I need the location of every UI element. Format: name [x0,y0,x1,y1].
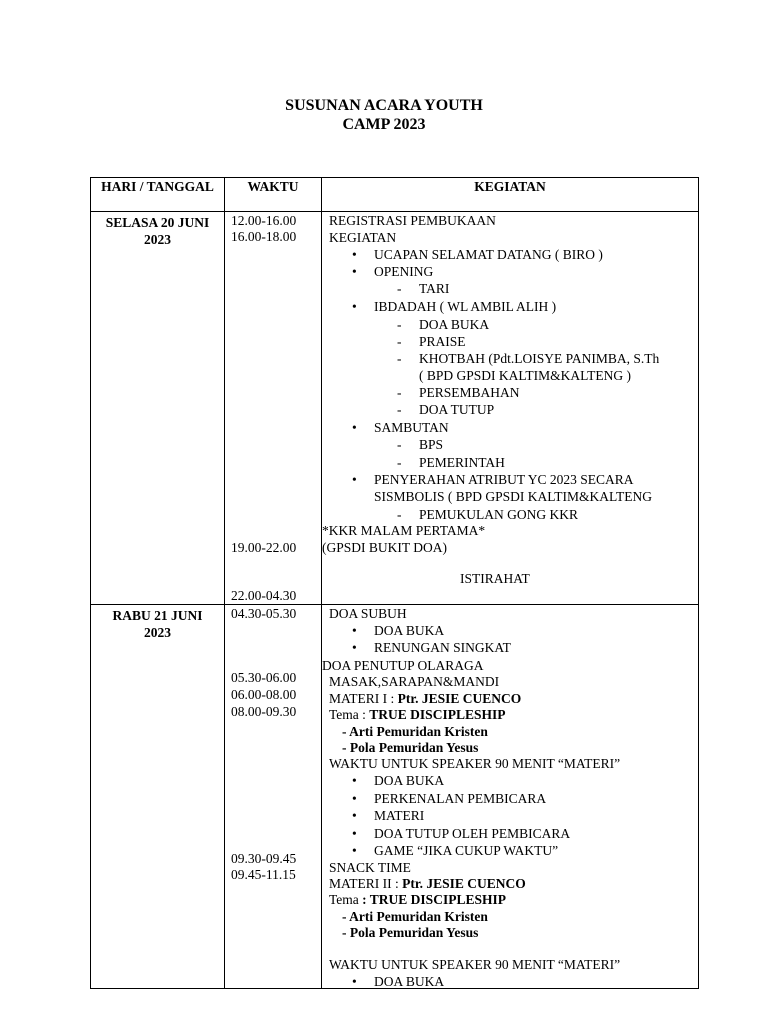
time-slot: 08.00-09.30 [231,704,297,719]
bullet-item: • DOA BUKA [374,772,444,789]
activity-line: SNACK TIME [329,860,411,875]
activity-line [329,891,506,908]
dash-item: - PERSEMBAHAN [419,384,520,401]
activity-line: DOA SUBUH [329,606,407,621]
activity-line: ISTIRAHAT [460,571,530,586]
bullet-item: • RENUNGAN SINGKAT [374,639,511,656]
activity-cell [322,605,699,989]
day-date-line2: 2023 [144,625,171,640]
bullet-item: • GAME “JIKA CUKUP WAKTU” [374,842,558,859]
bullet-item: • UCAPAN SELAMAT DATANG ( BIRO ) [374,246,603,263]
day-date-line1: RABU 21 JUNI [112,608,203,623]
activity-line: DOA PENUTUP OLARAGA [322,658,484,673]
time-slot: 22.00-04.30 [231,588,297,603]
time-slot: 12.00-16.00 [231,213,297,228]
table-row [91,212,699,605]
activity-line: KEGIATAN [329,230,397,245]
activity-line: WAKTU UNTUK SPEAKER 90 MENIT “MATERI” [329,756,621,771]
time-slot: 04.30-05.30 [231,606,297,621]
table-row [91,605,699,989]
tema-label: Tema : [329,707,370,722]
day-cell [91,605,225,989]
tema-value: : TRUE DISCIPLESHIP [362,892,506,907]
bullet-item: • DOA BUKA [374,973,444,990]
speaker-name: Ptr. JESIE CUENCO [402,876,526,891]
dash-item: - PEMUKULAN GONG KKR [419,506,578,523]
header-row [91,178,699,212]
bullet-item: • DOA BUKA [374,622,444,639]
dash-item: - KHOTBAH (Pdt.LOISYE PANIMBA, S.Th [419,350,659,367]
activity-line: REGISTRASI PEMBUKAAN [329,213,496,228]
activity-line [329,690,521,707]
bullet-item: • DOA TUTUP OLEH PEMBICARA [374,825,570,842]
day-date-line1: SELASA 20 JUNI [105,215,210,230]
activity-line [329,706,505,723]
time-slot: 05.30-06.00 [231,670,297,685]
day-cell [91,212,225,605]
activity-line: *KKR MALAM PERTAMA* [322,523,486,538]
activity-line: (GPSDI BUKIT DOA) [322,540,448,555]
materi-label: MATERI II : [329,876,403,891]
time-cell [225,212,322,605]
dash-item: - DOA BUKA [419,316,489,333]
activity-line: SISMBOLIS ( BPD GPSDI KALTIM&KALTENG [374,489,653,504]
bullet-item: • PENYERAHAN ATRIBUT YC 2023 SECARA [374,471,634,488]
activity-line: WAKTU UNTUK SPEAKER 90 MENIT “MATERI” [329,957,621,972]
bullet-item: • OPENING [374,263,433,280]
activity-line: - Arti Pemuridan Kristen [342,724,488,739]
speaker-name: Ptr. JESIE CUENCO [397,691,522,706]
activity-line: MASAK,SARAPAN&MANDI [329,674,500,689]
title-line-2: CAMP 2023 [342,116,426,133]
time-slot: 09.45-11.15 [231,867,296,882]
activity-line: - Pola Pemuridan Yesus [342,925,479,940]
bullet-item: • IBDADAH ( WL AMBIL ALIH ) [374,298,556,315]
materi-label: MATERI I : [329,691,398,706]
dash-item: - TARI [419,280,449,297]
time-slot: 06.00-08.00 [231,687,297,702]
tema-label: Tema [329,892,363,907]
bullet-item: • PERKENALAN PEMBICARA [374,790,546,807]
header-day: HARI / TANGGAL [91,178,225,212]
dash-item: - DOA TUTUP [419,401,494,418]
dash-item: - PRAISE [419,333,466,350]
time-slot: 16.00-18.00 [231,229,297,244]
tema-value: TRUE DISCIPLESHIP [369,707,506,722]
time-slot: 09.30-09.45 [231,851,297,866]
document-title [0,96,768,134]
bullet-item: • SAMBUTAN [374,419,449,436]
header-activity: KEGIATAN [322,178,699,212]
title-line-1: SUSUNAN ACARA YOUTH [285,97,483,114]
activity-line: - Pola Pemuridan Yesus [342,740,479,755]
dash-item: - PEMERINTAH [419,454,505,471]
time-cell [225,605,322,989]
activity-cell [322,212,699,605]
activity-line: ( BPD GPSDI KALTIM&KALTENG ) [419,368,632,383]
schedule-table [90,177,699,989]
dash-item: - BPS [419,436,443,453]
day-date-line2: 2023 [144,232,171,247]
bullet-item: • MATERI [374,807,424,824]
activity-line [329,875,526,892]
activity-line: - Arti Pemuridan Kristen [342,909,488,924]
header-time: WAKTU [225,178,322,212]
time-slot: 19.00-22.00 [231,540,297,555]
